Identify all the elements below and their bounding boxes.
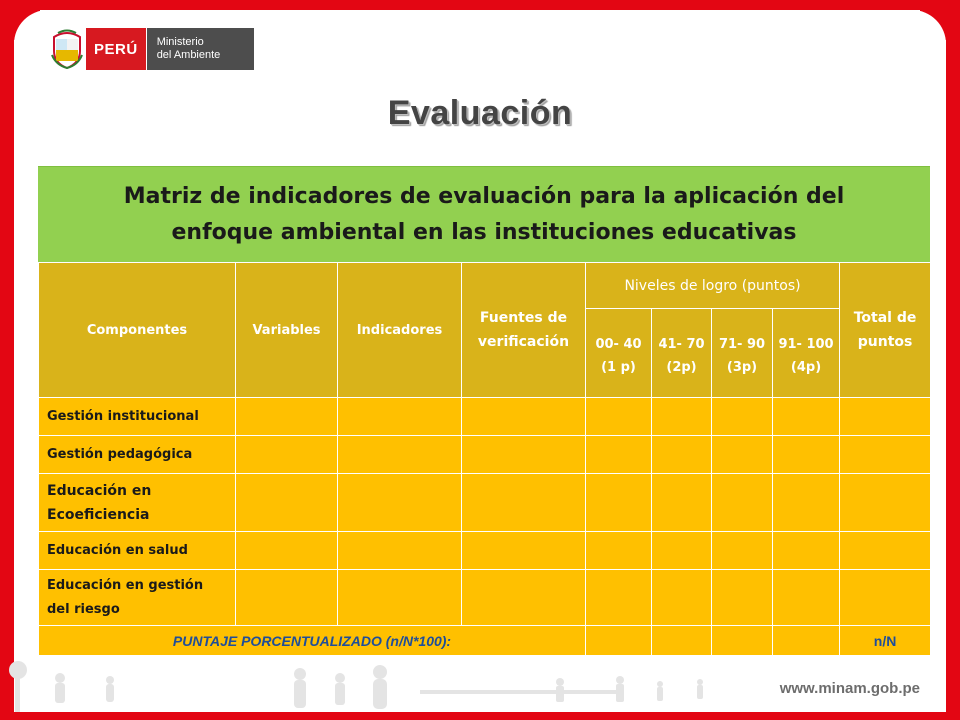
table-row [39,474,931,532]
table-cell[interactable] [773,532,840,570]
table-cell[interactable] [236,436,338,474]
header-fuentes: Fuentes de verificación [462,263,586,398]
logo-country: PERÚ [86,28,146,70]
table-row [39,570,931,626]
logo-ministry-line1: Ministerio [156,36,204,48]
evaluation-matrix [38,262,931,656]
table-cell[interactable] [712,436,773,474]
table-cell[interactable] [462,474,586,532]
table-cell[interactable] [652,474,712,532]
table-cell[interactable] [712,474,773,532]
table-cell[interactable] [712,532,773,570]
table-cell[interactable] [652,398,712,436]
table-cell[interactable] [773,398,840,436]
table-cell[interactable] [462,532,586,570]
table-cell[interactable] [840,532,931,570]
total-score-value: n/N [840,626,931,656]
table-cell[interactable] [586,436,652,474]
logo-ministry [146,28,255,70]
table-cell[interactable] [338,436,462,474]
header-niveles: Niveles de logro (puntos) [586,263,840,309]
table-cell[interactable] [236,474,338,532]
table-cell[interactable] [652,626,712,656]
level-points: (1 p) [601,360,636,375]
table-cell[interactable] [712,570,773,626]
table-cell[interactable] [773,570,840,626]
table-cell[interactable] [712,398,773,436]
table-cell[interactable] [840,398,931,436]
table-cell[interactable] [652,532,712,570]
total-score-label: PUNTAJE PORCENTUALIZADO (n/N*100): [39,626,586,656]
level-header-3 [712,309,773,398]
table-cell[interactable] [586,398,652,436]
level-header-1 [586,309,652,398]
table-row [39,532,931,570]
table-cell[interactable] [586,570,652,626]
table-cell[interactable] [338,570,462,626]
table-cell[interactable] [652,570,712,626]
level-points: (2p) [666,360,697,375]
table-cell[interactable] [840,474,931,532]
component-label: Gestión pedagógica [39,436,236,474]
table-cell[interactable] [586,532,652,570]
component-label: Gestión institucional [39,398,236,436]
table-cell[interactable] [338,474,462,532]
level-range: 71- 90 [718,337,766,352]
table-footer-row [39,626,931,656]
header-indicadores: Indicadores [338,263,462,398]
table-cell[interactable] [840,570,931,626]
level-range: 00- 40 [595,337,642,352]
table-row [39,436,931,474]
website-url: www.minam.gob.pe [779,680,920,697]
table-cell[interactable] [773,436,840,474]
frame-top-border [0,0,960,10]
table-cell[interactable] [773,626,840,656]
level-points: (4p) [790,360,822,375]
page-title: Evaluación [387,94,573,132]
table-cell[interactable] [236,532,338,570]
ministry-logo [48,27,254,71]
header-componentes: Componentes [39,263,236,398]
component-label: Educación en Ecoeficiencia [39,474,236,532]
level-header-2 [652,309,712,398]
header-variables: Variables [236,263,338,398]
level-range: 91- 100 [778,337,834,352]
table-cell[interactable] [586,626,652,656]
table-cell[interactable] [652,436,712,474]
header-total: Total de puntos [840,263,931,398]
table-cell[interactable] [462,436,586,474]
component-label: Educación en salud [39,532,236,570]
table-cell[interactable] [773,474,840,532]
table-banner: Matriz de indicadores de evaluación para la aplicación del enfoque ambiental en las instituciones educativas [38,166,930,263]
table-cell[interactable] [840,436,931,474]
component-label: Educación en gestión del riesgo [39,570,236,626]
level-range: 41- 70 [658,337,705,352]
table-cell[interactable] [338,532,462,570]
table-cell[interactable] [236,398,338,436]
table-row [39,398,931,436]
level-header-4 [773,309,840,398]
table-cell[interactable] [712,626,773,656]
table-cell[interactable] [338,398,462,436]
coat-of-arms-icon [48,28,86,70]
table-cell[interactable] [236,570,338,626]
table-cell[interactable] [462,570,586,626]
table-cell[interactable] [586,474,652,532]
table-cell[interactable] [462,398,586,436]
logo-ministry-line2: del Ambiente [156,49,221,61]
level-points: (3p) [726,360,758,375]
